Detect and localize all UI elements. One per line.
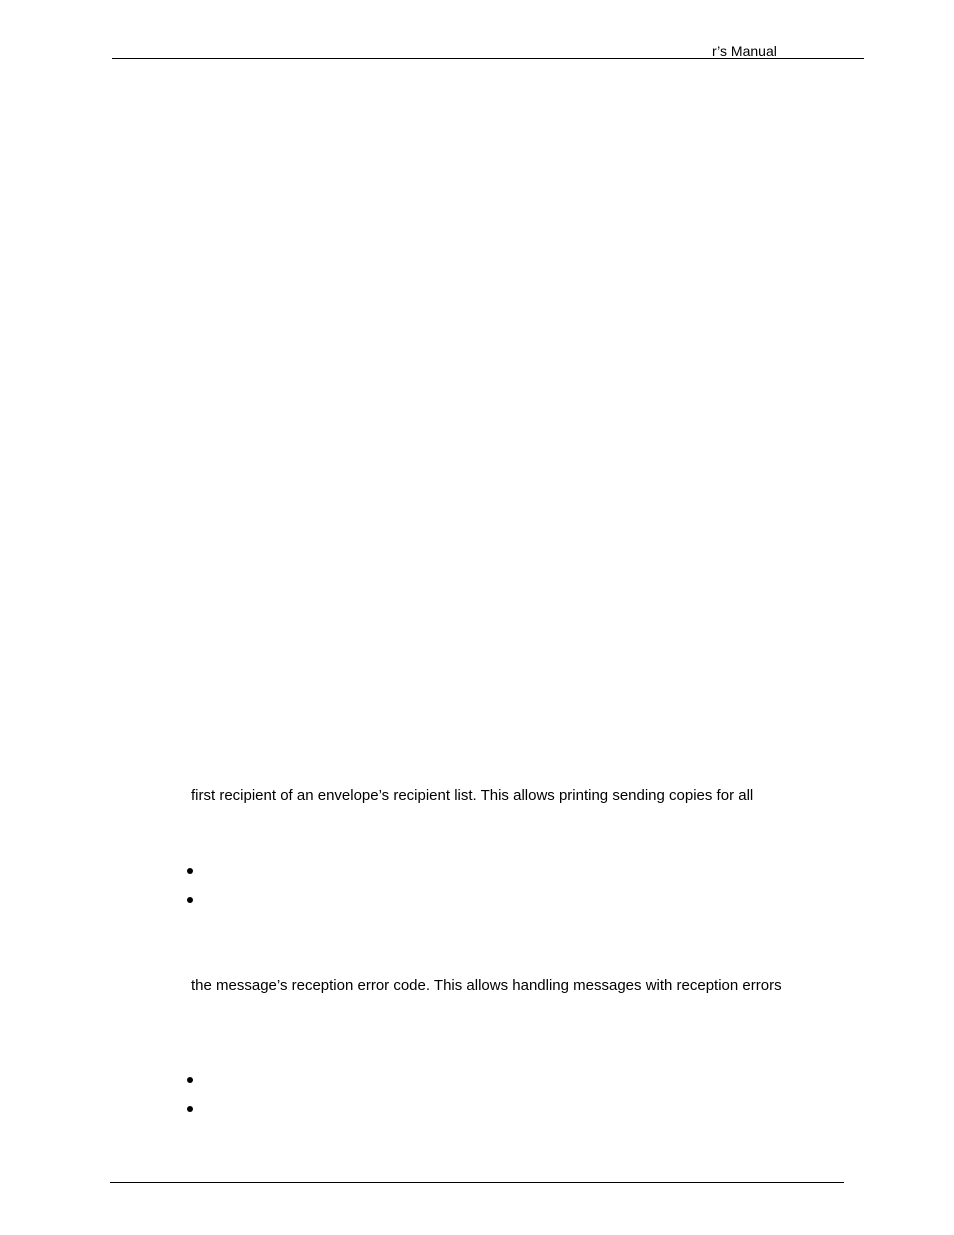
footer-rule (110, 1182, 844, 1183)
header-title: r’s Manual (712, 43, 777, 59)
bullet-dot-icon (187, 1106, 193, 1112)
bullet-dot-icon (187, 1077, 193, 1083)
header-rule (112, 58, 864, 59)
body-paragraph-1: first recipient of an envelope’s recipient list. This allows printing sending copies for all (191, 787, 754, 804)
bullet-dot-icon (187, 868, 193, 874)
body-paragraph-2: the message’s reception error code. This allows handling messages with reception errors (191, 977, 782, 994)
bullet-dot-icon (187, 897, 193, 903)
